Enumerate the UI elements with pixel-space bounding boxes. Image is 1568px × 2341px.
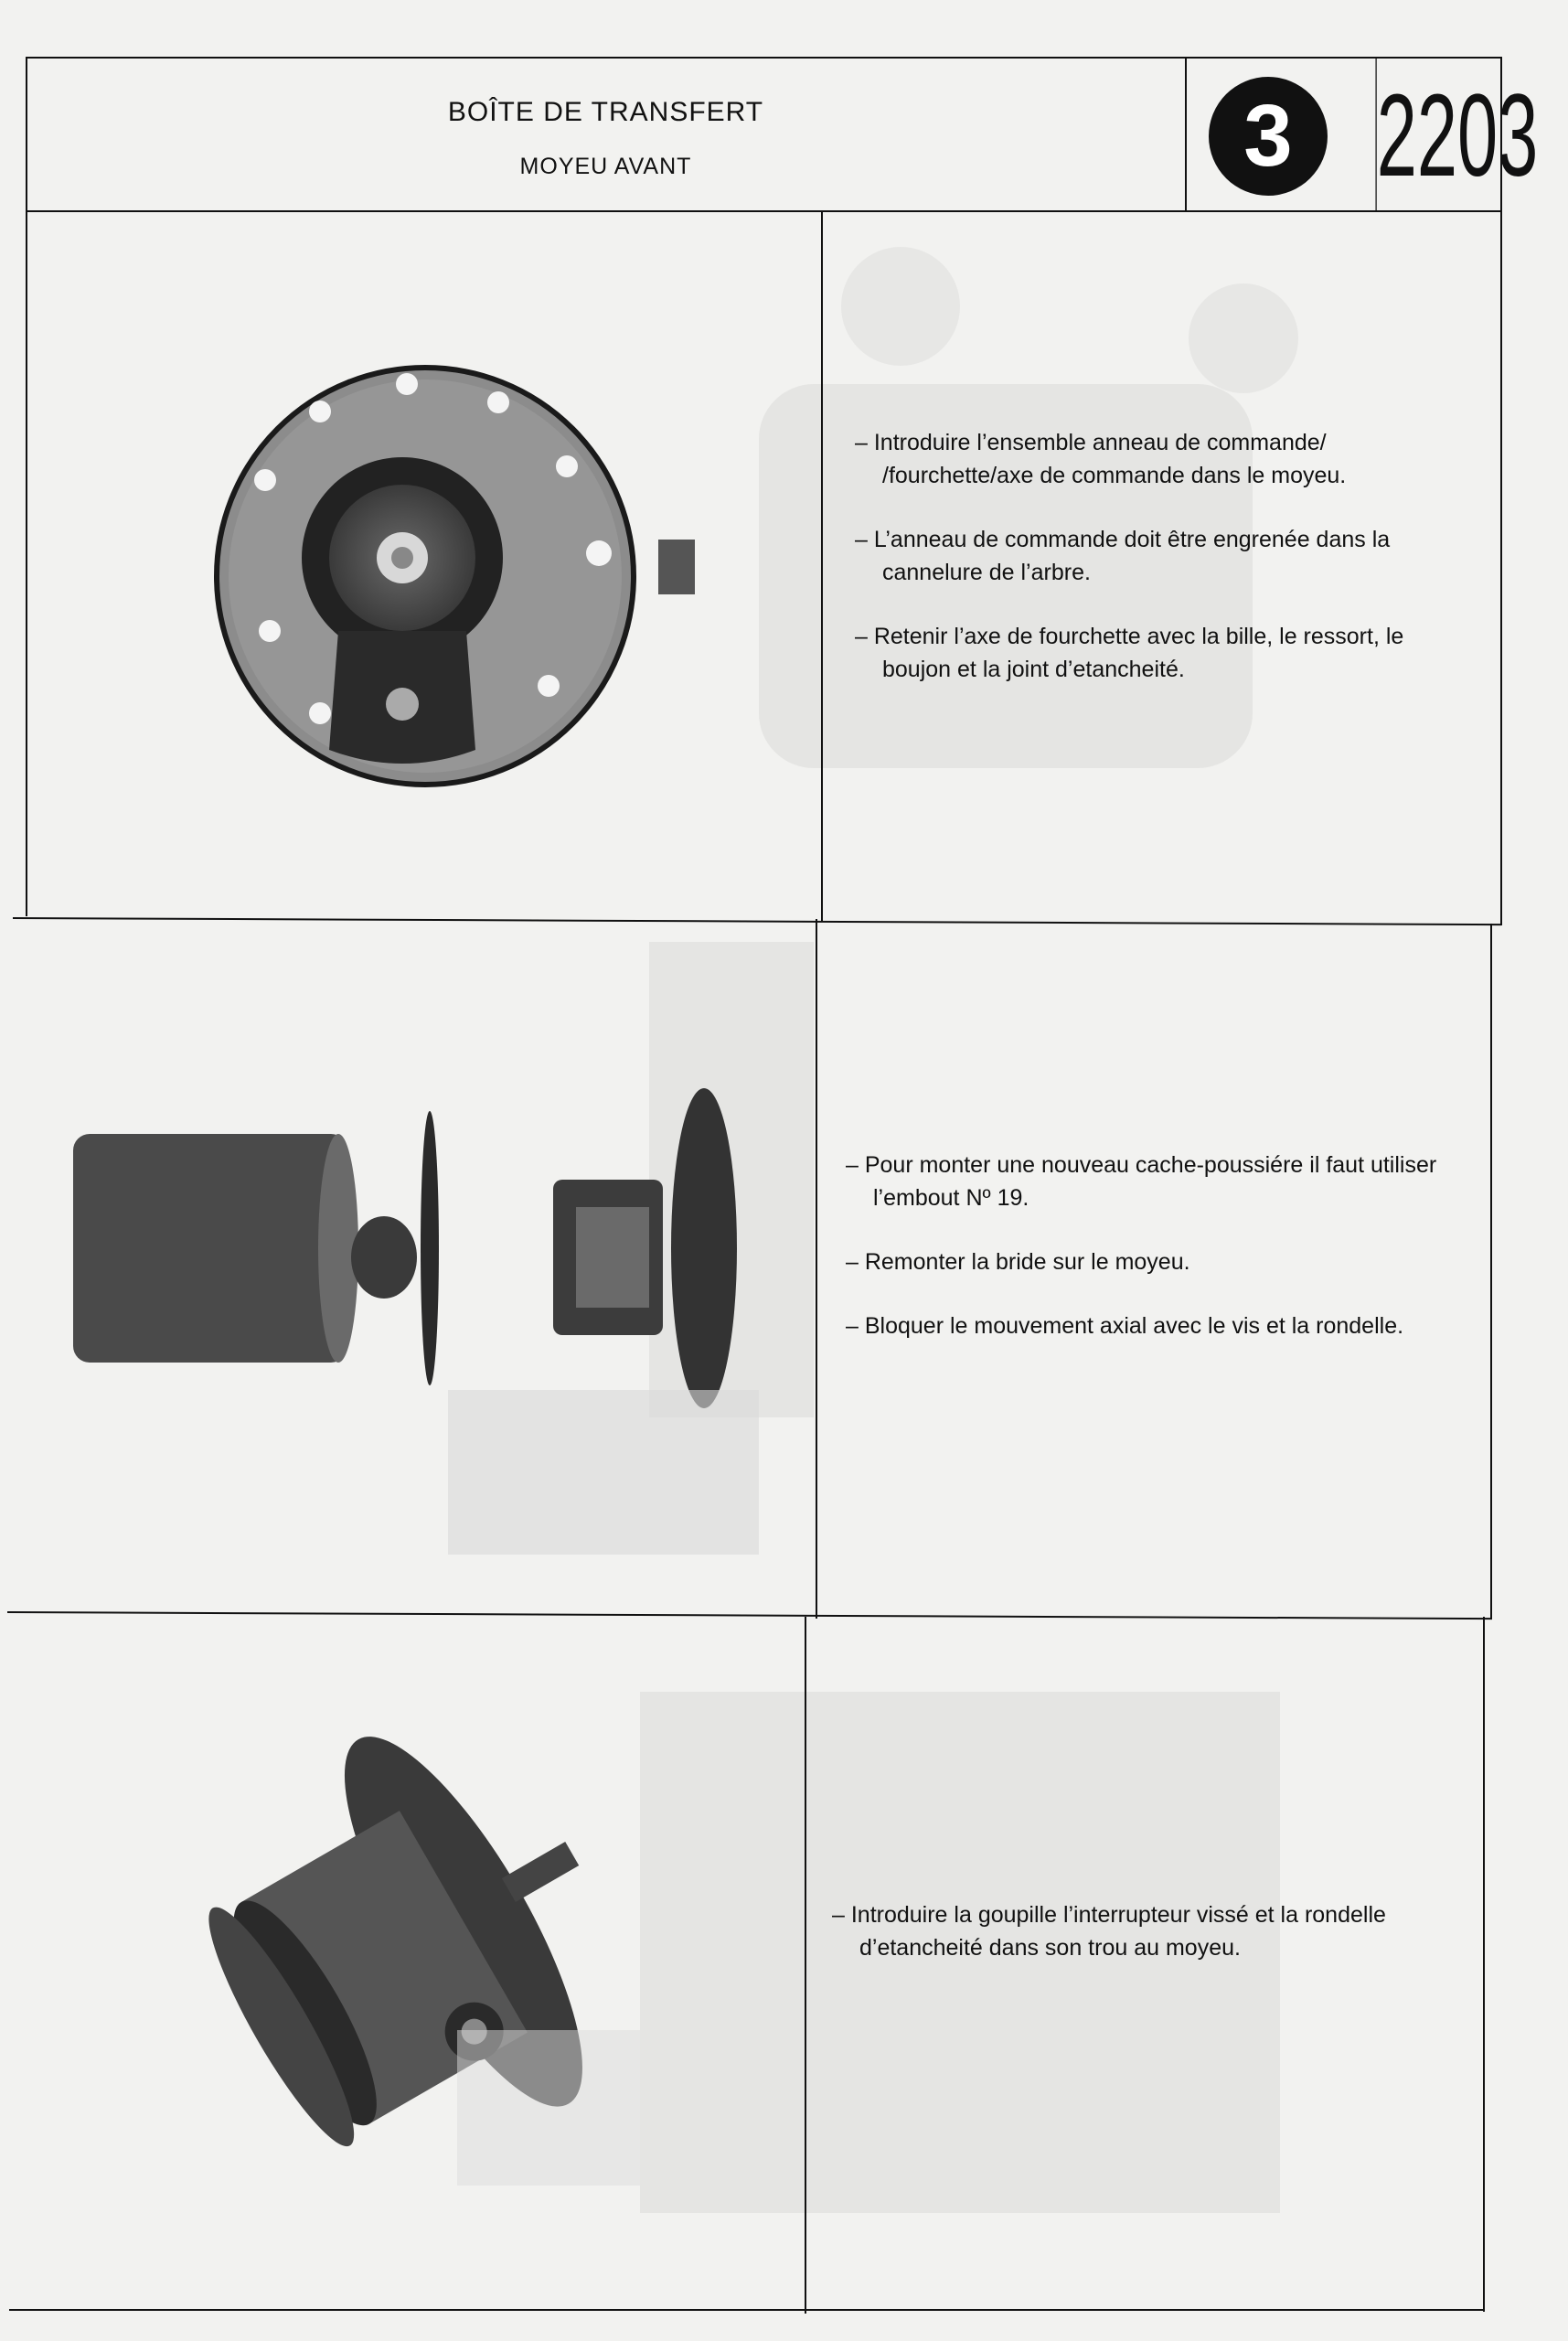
grid-right-border: [1490, 924, 1492, 1619]
instruction-item: – Pour monter une nouveau cache-poussiére il faut utiliser l’embout Nº 19.: [846, 1152, 1437, 1211]
page-subtitle: MOYEU AVANT: [519, 154, 692, 179]
grid-right-border: [1483, 1617, 1485, 2312]
section-box: [1185, 59, 1346, 210]
grid-right-border: [1500, 212, 1502, 925]
row-2-instructions: [846, 1149, 1449, 1374]
instruction-item: – Introduire l’ensemble anneau de commande/ /fourchette/axe de commande dans le moyeu.: [855, 430, 1347, 488]
grid-bottom-border: [9, 2309, 1485, 2311]
grid-row-divider: [13, 917, 1501, 925]
section-badge: 3: [1209, 77, 1328, 196]
row-3-instructions: [832, 1898, 1417, 1995]
page-header: [26, 57, 1539, 212]
bleed-through-ring: [841, 247, 960, 366]
instruction-item: – L’anneau de commande doit être engrenée dans la cannelure de l’arbre.: [855, 527, 1391, 585]
instruction-item: – Introduire la goupille l’interrupteur vissé et la rondelle d’etancheité dans son trou au moyeu.: [832, 1902, 1386, 1961]
page-number: 2203: [1375, 59, 1472, 210]
header-titles: [27, 59, 1184, 210]
instruction-item: – Retenir l’axe de fourchette avec la bille, le ressort, le boujon et la joint d’etancheité.: [855, 624, 1404, 682]
grid-center-divider: [805, 1617, 806, 2314]
instruction-item: – Bloquer le mouvement axial avec le vis et la rondelle.: [846, 1313, 1404, 1339]
grid-center-divider: [821, 212, 823, 921]
grid-left-border: [26, 212, 27, 916]
page-title: BOÎTE DE TRANSFERT: [447, 97, 764, 127]
grid-center-divider: [816, 919, 817, 1619]
row-1-instructions: [855, 426, 1458, 717]
bleed-through-ring: [1189, 283, 1298, 393]
photo-hub-flange: [183, 329, 695, 805]
photo-dust-cover-parts: [64, 1088, 777, 1564]
grid-row-divider: [7, 1611, 1492, 1619]
photo-hub-side: [183, 1719, 658, 2195]
instruction-item: – Remonter la bride sur le moyeu.: [846, 1249, 1190, 1275]
